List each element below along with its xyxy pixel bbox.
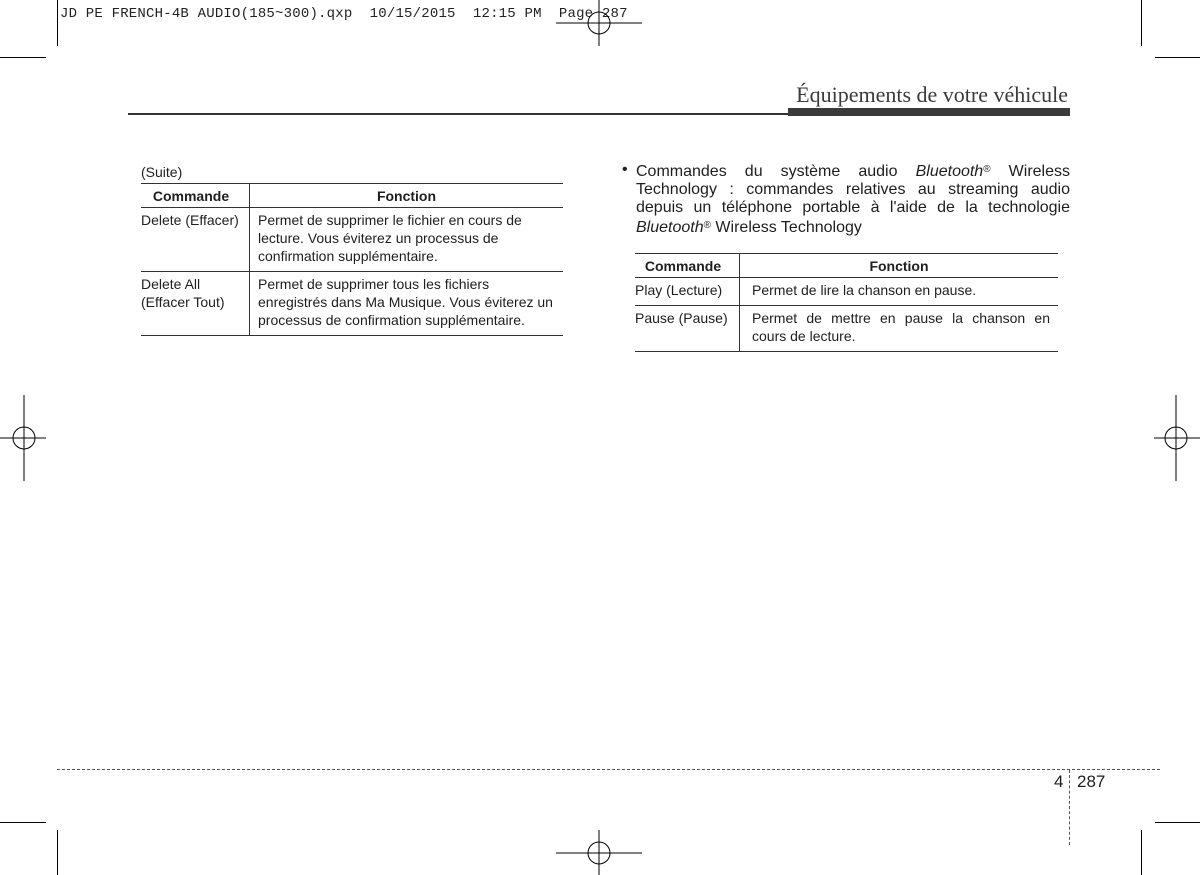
section-title: Équipements de votre véhicule bbox=[796, 82, 1068, 107]
command-cell: Pause (Pause) bbox=[635, 310, 728, 326]
column-header-function: Fonction bbox=[250, 184, 564, 208]
registration-mark-left bbox=[0, 395, 46, 481]
function-cell: Permet de supprimer le fichier en cours de lecture. Vous éviterez un processus de confirmation supplémentaire. bbox=[250, 208, 564, 272]
column-header-command: Commande bbox=[152, 188, 230, 204]
continued-label: (Suite) bbox=[141, 164, 183, 180]
bullet: • bbox=[622, 161, 628, 178]
function-cell: Permet de lire la chanson en pause. bbox=[740, 278, 1059, 306]
registered-mark: ® bbox=[703, 220, 711, 231]
page-number: 287 bbox=[1077, 772, 1106, 791]
chapter-number: 4 bbox=[1054, 772, 1064, 791]
command-name: Delete All bbox=[141, 276, 201, 292]
command-name: Delete (Effacer) bbox=[141, 212, 239, 228]
registration-mark-bottom bbox=[556, 830, 642, 875]
function-cell: Permet de mettre en pause la chanson en cours de lecture. bbox=[740, 306, 1059, 352]
command-name-translation: (Effacer Tout) bbox=[141, 294, 225, 310]
column-header-command: Commande bbox=[644, 258, 722, 274]
registered-mark: ® bbox=[983, 164, 991, 175]
bluetooth-brand: Bluetooth bbox=[636, 219, 704, 236]
intro-text: Wireless Technology : commandes relatives au streaming audio depuis un téléphone portable à l'aide de la technologie bbox=[636, 163, 1071, 216]
intro-text: Wireless Technology bbox=[710, 219, 862, 236]
column-header-function: Fonction bbox=[740, 254, 1059, 278]
command-cell: Play (Lecture) bbox=[635, 282, 723, 298]
print-slug: JD PE FRENCH-4B AUDIO(185~300).qxp 10/15/2015 12:15 PM Page 287 bbox=[60, 6, 628, 22]
function-cell: Permet de supprimer tous les fichiers enregistrés dans Ma Musique. Vous éviterez un processus de confirmation supplémentaire. bbox=[250, 272, 564, 336]
intro-text: Commandes du système audio bbox=[636, 163, 916, 180]
registration-mark-right bbox=[1154, 395, 1200, 481]
bluetooth-brand: Bluetooth bbox=[915, 163, 984, 180]
registration-mark-top bbox=[556, 0, 642, 46]
